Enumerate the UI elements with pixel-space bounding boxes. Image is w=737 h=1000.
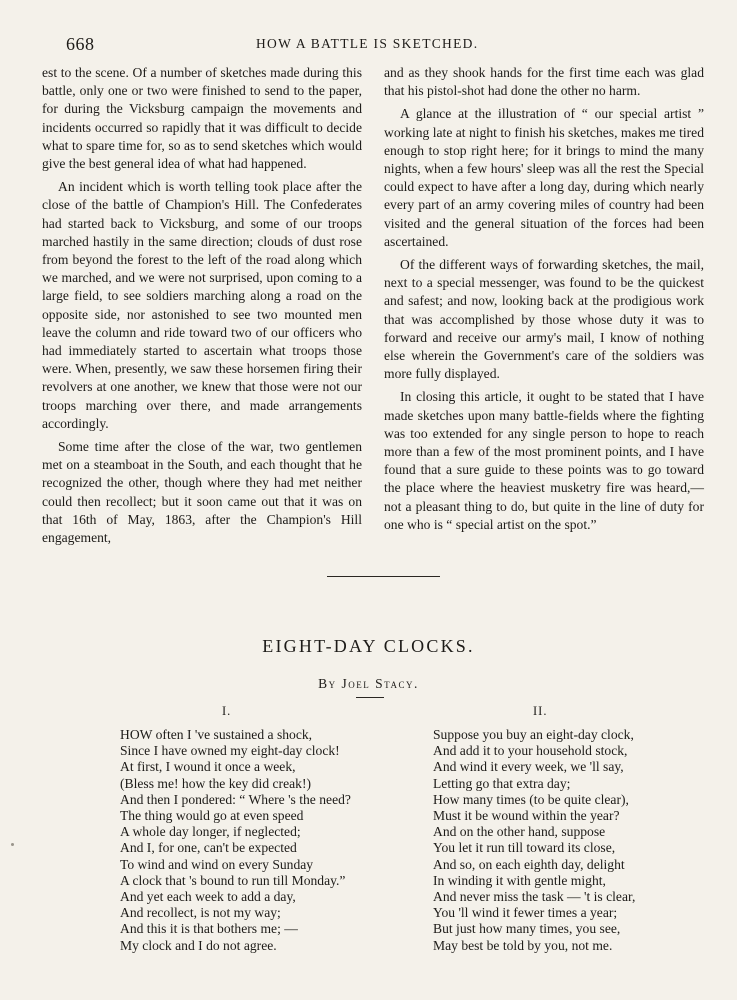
poem-byline: By Joel Stacy. (318, 676, 419, 691)
stanza-numeral-1: I. (222, 704, 232, 718)
poem-line: And add it to your household stock, (433, 743, 628, 759)
poem-line: To wind and wind on every Sunday (120, 856, 314, 872)
poem-line: My clock and I do not agree. (120, 937, 277, 953)
poem-line: May best be told by you, not me. (433, 937, 613, 953)
paragraph: In closing this article, it ought to be stated that I have made sketches upon many battle-fields where the fighting was too extended for any single person to hope to reach more than a few of the most prominent points, and I have found that a sure guide to these points was to go toward the place where the heaviest musketry fire was heard,— not a pleasant thing to do, but quite in the line of duty for one who is “ special artist on the spot.” (384, 389, 704, 532)
poem-line: And wind it every week, we 'll say, (433, 759, 624, 775)
poem-line: How many times (to be quite clear), (433, 791, 629, 807)
poem-line: You 'll wind it fewer times a year; (433, 905, 618, 921)
paragraph: Some time after the close of the war, two gentlemen met on a steamboat in the South, and each thought that he recognized the other, though where they had met neither could then recollect; but it soon came out that it was on that 16th of May, 1863, after the Champion's Hill engagement, (42, 439, 362, 546)
byline-divider (356, 697, 384, 698)
stanza-2 (433, 727, 635, 954)
poem-line: Suppose you buy an eight-day clock, (433, 727, 634, 742)
poem-line: At first, I wound it once a week, (120, 759, 296, 775)
poem-line: Since I have owned my eight-day clock! (120, 743, 340, 759)
poem-line: A whole day longer, if neglected; (120, 824, 301, 840)
poem-line: And never miss the task — 't is clear, (433, 889, 636, 905)
poem-line: And yet each week to add a day, (120, 889, 296, 905)
paragraph: An incident which is worth telling took place after the close of the battle of Champion's Hill. The Confederates had started back to Vicksburg, and some of our troops marched hastily in the same direction; clouds of dust rose from beyond the forest to the left of the road along which we marched, and we were not surprised, upon coming to a large field, to see soldiers marching along a road on the opposite side, nor astonished to see two mounted men leave the column and ride toward two of our officers who had immediately started to ascertain what troops those were. When, presently, we saw these horsemen firing their revolvers at one another, we knew that those were not our troops marching over there, and made arrangements accordingly. (42, 179, 362, 431)
paragraph: Of the different ways of forwarding sketches, the mail, next to a special messenger, was found to be the quickest and safest; and now, looking back at the prodigious work that was accomplished by those whose duty it was to forward and receive our army's mail, I know of nothing else wherein the Government's care of the soldiers was more fully displayed. (384, 257, 704, 382)
paragraph: est to the scene. Of a number of sketches made during this battle, only one or two were finished to send to the paper, for during the Vicksburg campaign the movements and incidents occurred so rapidly that it was difficult to decide what to spare time for, so as to send sketches which would give the best general idea of what had happened. (42, 65, 362, 172)
poem-line: In winding it with gentle might, (433, 872, 606, 888)
poem-line: Must it be wound within the year? (433, 808, 620, 824)
poem-line: But just how many times, you see, (433, 921, 621, 937)
poem-line: And I, for one, can't be expected (120, 840, 297, 856)
poem-line: (Bless me! how the key did creak!) (120, 775, 312, 791)
article-right-column (384, 64, 704, 539)
stanza-1 (120, 727, 351, 954)
article-left-column (42, 64, 362, 552)
poem-line: And then I pondered: “ Where 's the need? (120, 791, 351, 807)
running-head: HOW A BATTLE IS SKETCHED. (256, 36, 479, 51)
section-divider (327, 576, 440, 577)
poem-line: The thing would go at even speed (120, 808, 304, 824)
poem-line: You let it run till toward its close, (433, 840, 616, 856)
stanza-numeral-2: II. (533, 704, 548, 718)
poem-title: EIGHT-DAY CLOCKS. (262, 636, 475, 656)
page-number: 668 (66, 34, 95, 54)
poem-line: A clock that 's bound to run till Monday.” (120, 872, 346, 888)
poem-line: And this it is that bothers me; — (120, 921, 298, 937)
poem-line: Letting go that extra day; (433, 775, 571, 791)
poem-line: And on the other hand, suppose (433, 824, 606, 840)
paragraph: and as they shook hands for the first time each was glad that his pistol-shot had done the other no harm. (384, 65, 704, 99)
poem-line: HOW often I 've sustained a shock, (120, 727, 313, 742)
page-header (66, 34, 686, 56)
poem-line: And recollect, is not my way; (120, 905, 281, 921)
poem-line: And so, on each eighth day, delight (433, 856, 625, 872)
margin-speck (11, 843, 14, 846)
paragraph: A glance at the illustration of “ our special artist ” working late at night to finish his sketches, makes me tired enough to stop right here; for it brings to mind the many nights, when a few hours' sleep was all the rest the Special could expect to have after a long day, during which nearly every part of an army covering miles of country had been visited and the general situation of the forces had been ascertained. (384, 106, 704, 249)
